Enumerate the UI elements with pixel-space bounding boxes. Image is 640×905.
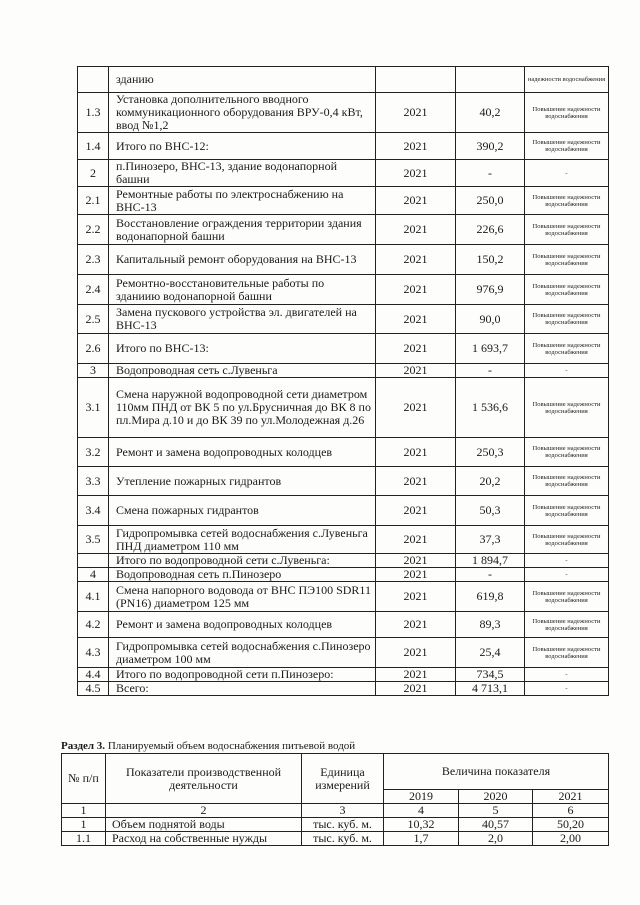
row-amount: 734,5	[456, 668, 525, 682]
row-year: 2021	[376, 612, 456, 638]
row-amount: 20,2	[456, 467, 525, 496]
row-note: Повышение надежности водоснабжения	[525, 93, 609, 133]
investment-table	[77, 66, 609, 696]
table-row	[78, 160, 609, 187]
header-row	[62, 754, 609, 790]
row-work-name: Капитальный ремонт оборудования на ВНС-13	[109, 245, 376, 275]
row-num: 2.2	[78, 215, 109, 245]
row-work-name: Смена пожарных гидрантов	[109, 496, 376, 526]
row-amount: 390,2	[456, 133, 525, 160]
table-row	[78, 93, 609, 133]
row-note: -	[525, 668, 609, 682]
table-row	[78, 364, 609, 378]
column-number: 6	[533, 804, 609, 818]
row-num: 3.5	[78, 526, 109, 554]
row-year: 2021	[376, 582, 456, 612]
row-value: 2,0	[459, 832, 533, 846]
row-work-name: Утепление пожарных гидрантов	[109, 467, 376, 496]
row-work-name: Гидропромывка сетей водоснабжения с.Пинозеро диаметром 100 мм	[109, 638, 376, 668]
row-amount: 1 693,7	[456, 334, 525, 364]
table-row	[78, 378, 609, 438]
row-note: Повышение надежности водоснабжения	[525, 305, 609, 334]
row-year: 2021	[376, 467, 456, 496]
header-unit: Единица измерений	[302, 754, 384, 804]
row-work-name: Ремонт и замена водопроводных колодцев	[109, 612, 376, 638]
row-num: 3.4	[78, 496, 109, 526]
table-row	[78, 612, 609, 638]
row-year: 2021	[376, 568, 456, 582]
row-num: 2.3	[78, 245, 109, 275]
table-row	[78, 496, 609, 526]
row-value: 10,32	[384, 818, 459, 832]
row-work-name: Итого по водопроводной сети с.Лувеньга:	[109, 554, 376, 568]
row-num: 4.3	[78, 638, 109, 668]
row-num: 1.1	[62, 832, 106, 846]
row-work-name: Гидропромывка сетей водоснабжения с.Лувеньга ПНД диаметром 110 мм	[109, 526, 376, 554]
row-num: 2.5	[78, 305, 109, 334]
row-num: 4.1	[78, 582, 109, 612]
row-work-name: Водопроводная сеть п.Пинозеро	[109, 568, 376, 582]
row-amount: 40,2	[456, 93, 525, 133]
year-cell: 2020	[459, 790, 533, 804]
row-note: надежности водоснабжения	[525, 67, 609, 93]
table-row	[78, 187, 609, 215]
row-work-name: зданию	[109, 67, 376, 93]
row-work-name: Ремонтно-восстановительные работы по зданиию водонапорной башни	[109, 275, 376, 305]
row-work-name: п.Пинозеро, ВНС-13, здание водонапорной башни	[109, 160, 376, 187]
row-year: 2021	[376, 668, 456, 682]
row-note: Повышение надежности водоснабжения	[525, 612, 609, 638]
column-number: 1	[62, 804, 106, 818]
row-num: 2.6	[78, 334, 109, 364]
row-value: 50,20	[533, 818, 609, 832]
row-note: Повышение надежности водоснабжения	[525, 526, 609, 554]
section-3-heading: Планируемый объем водоснабжения питьевой водой	[105, 740, 356, 752]
row-year: 2021	[376, 526, 456, 554]
row-num: 4	[78, 568, 109, 582]
row-work-name: Итого по ВНС-12:	[109, 133, 376, 160]
row-indicator: Расход на собственные нужды	[106, 832, 302, 846]
row-amount: 976,9	[456, 275, 525, 305]
table-row	[78, 215, 609, 245]
row-note: -	[525, 568, 609, 582]
row-amount: 4 713,1	[456, 682, 525, 696]
row-year: 2021	[376, 215, 456, 245]
row-amount: 250,3	[456, 438, 525, 467]
table-row	[78, 668, 609, 682]
row-num: 2.4	[78, 275, 109, 305]
table-row	[78, 67, 609, 93]
row-note: -	[525, 554, 609, 568]
row-amount: 250,0	[456, 187, 525, 215]
row-amount: 226,6	[456, 215, 525, 245]
row-num: 4.5	[78, 682, 109, 696]
table-row	[62, 818, 609, 832]
row-num	[78, 67, 109, 93]
year-cell: 2021	[533, 790, 609, 804]
row-year: 2021	[376, 245, 456, 275]
row-note: Повышение надежности водоснабжения	[525, 378, 609, 438]
row-work-name: Итого по ВНС-13:	[109, 334, 376, 364]
row-work-name: Ремонтные работы по электроснабжению на ВНС-13	[109, 187, 376, 215]
row-work-name: Замена пускового устройства эл. двигателей на ВНС-13	[109, 305, 376, 334]
row-note: Повышение надежности водоснабжения	[525, 133, 609, 160]
header-num: № п/п	[62, 754, 106, 804]
row-year: 2021	[376, 438, 456, 467]
column-number: 5	[459, 804, 533, 818]
table-row	[78, 305, 609, 334]
row-note: Повышение надежности водоснабжения	[525, 467, 609, 496]
column-number: 2	[106, 804, 302, 818]
table-row	[78, 682, 609, 696]
column-number-row	[62, 804, 609, 818]
row-work-name: Водопроводная сеть с.Лувеньга	[109, 364, 376, 378]
row-note: Повышение надежности водоснабжения	[525, 438, 609, 467]
row-amount: -	[456, 160, 525, 187]
row-note: Повышение надежности водоснабжения	[525, 638, 609, 668]
table-row	[78, 554, 609, 568]
row-amount	[456, 67, 525, 93]
row-num	[78, 554, 109, 568]
row-note: Повышение надежности водоснабжения	[525, 496, 609, 526]
row-amount: 619,8	[456, 582, 525, 612]
row-note: Повышение надежности водоснабжения	[525, 334, 609, 364]
table-row	[78, 275, 609, 305]
row-num: 2	[78, 160, 109, 187]
row-year: 2021	[376, 160, 456, 187]
row-num: 3	[78, 364, 109, 378]
table-row	[62, 832, 609, 846]
row-amount: 25,4	[456, 638, 525, 668]
row-year: 2021	[376, 364, 456, 378]
table-row	[78, 133, 609, 160]
row-value: 40,57	[459, 818, 533, 832]
row-note: -	[525, 682, 609, 696]
table-row	[78, 582, 609, 612]
row-amount: 1 894,7	[456, 554, 525, 568]
row-num: 3.2	[78, 438, 109, 467]
header-indicator: Показатели производственной деятельности	[106, 754, 302, 804]
row-work-name: Восстановление ограждения территории здания водонапорной башни	[109, 215, 376, 245]
row-note: Повышение надежности водоснабжения	[525, 215, 609, 245]
row-note: -	[525, 364, 609, 378]
table-row	[78, 568, 609, 582]
row-num: 1	[62, 818, 106, 832]
row-year: 2021	[376, 496, 456, 526]
row-year: 2021	[376, 187, 456, 215]
row-year	[376, 67, 456, 93]
row-year: 2021	[376, 93, 456, 133]
header-value: Величина показателя	[384, 754, 609, 790]
row-amount: 150,2	[456, 245, 525, 275]
row-work-name: Смена наружной водопроводной сети диаметром 110мм ПНД от ВК 5 по ул.Брусничная до ВК 8 по пл.Мира д.10 и до ВК 39 по ул.Молодежная д.26	[109, 378, 376, 438]
row-note: Повышение надежности водоснабжения	[525, 275, 609, 305]
row-num: 4.2	[78, 612, 109, 638]
row-year: 2021	[376, 378, 456, 438]
row-value: 2,00	[533, 832, 609, 846]
row-num: 4.4	[78, 668, 109, 682]
row-note: Повышение надежности водоснабжения	[525, 187, 609, 215]
section-3-title	[61, 740, 355, 753]
water-supply-table	[61, 753, 609, 846]
row-num: 1.3	[78, 93, 109, 133]
row-unit: тыс. куб. м.	[302, 818, 384, 832]
row-amount: 50,3	[456, 496, 525, 526]
row-num: 3.3	[78, 467, 109, 496]
row-year: 2021	[376, 682, 456, 696]
table-row	[78, 526, 609, 554]
column-number: 3	[302, 804, 384, 818]
row-amount: -	[456, 568, 525, 582]
row-num: 2.1	[78, 187, 109, 215]
section-3-label: Раздел 3.	[61, 740, 106, 752]
row-work-name: Установка дополнительного вводного коммуникационного оборудования ВРУ-0,4 кВт, ввод №1,2	[109, 93, 376, 133]
row-amount: 89,3	[456, 612, 525, 638]
row-amount: -	[456, 364, 525, 378]
row-amount: 37,3	[456, 526, 525, 554]
row-year: 2021	[376, 305, 456, 334]
row-num: 1.4	[78, 133, 109, 160]
row-indicator: Объем поднятой воды	[106, 818, 302, 832]
row-num: 3.1	[78, 378, 109, 438]
row-amount: 90,0	[456, 305, 525, 334]
row-work-name: Всего:	[109, 682, 376, 696]
row-year: 2021	[376, 554, 456, 568]
row-work-name: Ремонт и замена водопроводных колодцев	[109, 438, 376, 467]
table-row	[78, 438, 609, 467]
row-work-name: Итого по водопроводной сети п.Пинозеро:	[109, 668, 376, 682]
row-note: -	[525, 160, 609, 187]
row-unit: тыс. куб. м.	[302, 832, 384, 846]
row-year: 2021	[376, 638, 456, 668]
table-row	[78, 245, 609, 275]
investment-table-body	[78, 67, 609, 696]
row-year: 2021	[376, 334, 456, 364]
row-year: 2021	[376, 133, 456, 160]
year-cell: 2019	[384, 790, 459, 804]
row-note: Повышение надежности водоснабжения	[525, 582, 609, 612]
table-row	[78, 638, 609, 668]
row-amount: 1 536,6	[456, 378, 525, 438]
table-row	[78, 334, 609, 364]
column-number: 4	[384, 804, 459, 818]
row-value: 1,7	[384, 832, 459, 846]
row-work-name: Смена напорного водовода от ВНС ПЭ100 SDR11 (PN16) диаметром 125 мм	[109, 582, 376, 612]
row-note: Повышение надежности водоснабжения	[525, 245, 609, 275]
row-year: 2021	[376, 275, 456, 305]
table-row	[78, 467, 609, 496]
